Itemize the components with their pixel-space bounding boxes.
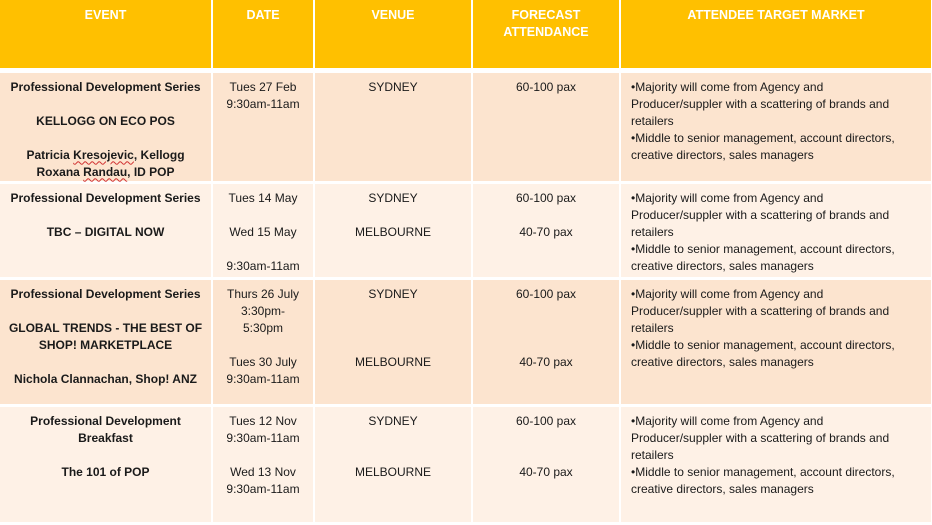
venue-name: MELBOURNE: [354, 354, 431, 369]
venue-name: SYDNEY: [368, 286, 418, 301]
venue-cell: [314, 278, 472, 405]
header-forecast-attendance: [472, 0, 620, 68]
target-cell: [620, 182, 932, 278]
event-date: Tues 30 July: [229, 354, 297, 369]
event-time: 5:30pm: [242, 320, 284, 335]
event-title: GLOBAL TRENDS - THE BEST OF: [8, 320, 203, 335]
forecast-attendance: 40-70 pax: [519, 354, 573, 369]
event-time: 9:30am-11am: [226, 258, 300, 273]
venue-cell: [314, 182, 472, 278]
table-row: [0, 182, 932, 278]
venue-cell: [314, 71, 472, 182]
attendance-cell: [472, 278, 620, 405]
event-cell: [0, 71, 212, 182]
forecast-attendance: 40-70 pax: [519, 224, 573, 239]
target-line: creative directors, sales managers: [631, 481, 814, 496]
event-time: 9:30am-11am: [226, 96, 300, 111]
venue-name: MELBOURNE: [354, 224, 431, 239]
target-line: •Majority will come from Agency and: [631, 413, 824, 428]
date-cell: [212, 405, 314, 523]
target-line: creative directors, sales managers: [631, 354, 814, 369]
date-cell: [212, 182, 314, 278]
target-cell: [620, 278, 932, 405]
target-line: retailers: [631, 113, 674, 128]
event-series: Professional Development: [30, 413, 181, 428]
target-line: •Middle to senior management, account directors,: [631, 241, 895, 256]
attendance-cell: [472, 71, 620, 182]
event-time: 9:30am-11am: [226, 481, 300, 496]
attendance-cell: [472, 182, 620, 278]
target-line: •Middle to senior management, account directors,: [631, 464, 895, 479]
target-line: retailers: [631, 320, 674, 335]
header-target-market: ATTENDEE TARGET MARKET: [620, 0, 932, 68]
event-date: Tues 14 May: [228, 190, 298, 205]
table-row: [0, 405, 932, 523]
event-cell: [0, 278, 212, 405]
venue-name: SYDNEY: [368, 79, 418, 94]
target-line: retailers: [631, 447, 674, 462]
event-time: 9:30am-11am: [226, 430, 300, 445]
event-series: Professional Development Series: [10, 286, 201, 301]
event-date: Tues 27 Feb: [229, 79, 297, 94]
header-forecast-line2: ATTENDANCE: [503, 25, 589, 39]
target-line: creative directors, sales managers: [631, 258, 814, 273]
event-title: SHOP! MARKETPLACE: [38, 337, 173, 352]
header-venue: VENUE: [314, 0, 472, 68]
forecast-attendance: 60-100 pax: [515, 190, 577, 205]
event-time: 9:30am-11am: [226, 371, 300, 386]
event-time: 3:30pm-: [240, 303, 286, 318]
event-cell: [0, 405, 212, 523]
venue-name: SYDNEY: [368, 413, 418, 428]
target-line: •Majority will come from Agency and: [631, 286, 824, 301]
event-title: KELLOGG ON ECO POS: [36, 113, 175, 128]
table-row: [0, 278, 932, 405]
target-line: retailers: [631, 224, 674, 239]
forecast-attendance: 40-70 pax: [519, 464, 573, 479]
event-date: Wed 15 May: [229, 224, 297, 239]
event-speaker: Nichola Clannachan, Shop! ANZ: [14, 371, 197, 386]
event-series: Professional Development Series: [10, 190, 201, 205]
event-date: Tues 12 Nov: [229, 413, 297, 428]
target-cell: [620, 71, 932, 182]
venue-name: MELBOURNE: [354, 464, 431, 479]
event-series: Professional Development Series: [10, 79, 201, 94]
venue-name: SYDNEY: [368, 190, 418, 205]
target-line: •Middle to senior management, account directors,: [631, 337, 895, 352]
event-date: Thurs 26 July: [226, 286, 300, 301]
target-line: Producer/suppler with a scattering of brands and: [631, 96, 890, 111]
forecast-attendance: 60-100 pax: [515, 413, 577, 428]
target-line: •Majority will come from Agency and: [631, 79, 824, 94]
event-series: Breakfast: [78, 430, 133, 445]
event-title: TBC – DIGITAL NOW: [46, 224, 165, 239]
venue-cell: [314, 405, 472, 523]
header-date: DATE: [212, 0, 314, 68]
target-line: •Majority will come from Agency and: [631, 190, 824, 205]
target-line: Producer/suppler with a scattering of brands and: [631, 207, 890, 222]
header-row: [0, 0, 932, 68]
target-line: •Middle to senior management, account directors,: [631, 130, 895, 145]
header-event: EVENT: [0, 0, 212, 68]
event-speaker: Roxana Randau, ID POP: [36, 164, 175, 179]
target-line: Producer/suppler with a scattering of brands and: [631, 430, 890, 445]
table-row: [0, 71, 932, 182]
target-cell: [620, 405, 932, 523]
forecast-attendance: 60-100 pax: [515, 286, 577, 301]
event-title: The 101 of POP: [61, 464, 150, 479]
date-cell: [212, 278, 314, 405]
header-forecast-line1: FORECAST: [511, 8, 581, 22]
target-line: Producer/suppler with a scattering of brands and: [631, 303, 890, 318]
forecast-attendance: 60-100 pax: [515, 79, 577, 94]
date-cell: [212, 71, 314, 182]
event-cell: [0, 182, 212, 278]
attendance-cell: [472, 405, 620, 523]
event-date: Wed 13 Nov: [230, 464, 296, 479]
event-speaker: Patricia Kresojevic, Kellogg: [26, 147, 185, 162]
target-line: creative directors, sales managers: [631, 147, 814, 162]
